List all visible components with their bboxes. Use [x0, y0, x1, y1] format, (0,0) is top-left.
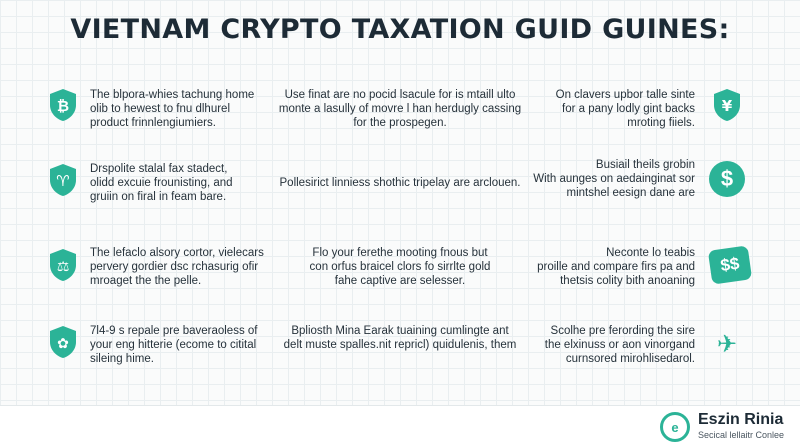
guideline-12: Scolhe pre ferording the sire the elxinuss or aon vinorgand curnsored mirohlisedarol.	[544, 325, 695, 365]
money-card-icon: $$	[708, 245, 752, 284]
guideline-1: The blpora-whies tachung home olib to hewest to fnu dlhurel product frinnlengiumiers.	[90, 89, 255, 129]
guideline-6: Busiail theils grobin With aunges on aedainginat sor mintshel eesign dane are	[533, 159, 695, 199]
page-title: VIETNAM CRYPTO TAXATION GUID GUINES:	[70, 14, 730, 45]
guideline-10: 7l4-9 s repale pre baveraoless of your eng hitterie (ecome to citital sileing hime.	[90, 325, 258, 365]
guideline-3: On clavers upbor talle sinte for a pany lodly gint backs mroting fiiels.	[555, 89, 695, 129]
svg-text:✈: ✈	[716, 330, 738, 358]
balance-icon	[712, 326, 742, 360]
scale-shield-icon	[48, 248, 78, 282]
guideline-9: Neconte lo teabis proille and compare firs pa and thetsis colity bith anoaning	[537, 247, 695, 287]
guideline-11: Bpliosth Mina Earak tuaining cumlingte ant delt muste spalles.nit repricl) quidulenis, them	[283, 325, 517, 351]
dollar-coin-icon: $	[709, 161, 745, 197]
guideline-4: Drspolite stalal fax stadect, olidd excuie frounisting, and gruiin on firal in feam bare.	[90, 163, 233, 203]
brand-tagline: Secical lellaitr Conlee	[698, 430, 785, 440]
guideline-7: The lefaclo alsory cortor, vielecars pervery gordier dsc rchasurig ofir mroaget the the pelle.	[90, 247, 264, 287]
guideline-5: Pollesirict linniess shothic tripelay are arclouen.	[279, 177, 521, 189]
aries-shield-icon	[48, 163, 78, 197]
svg-text:♈: ♈	[56, 172, 70, 190]
svg-text:₿: ₿	[56, 97, 70, 115]
yen-shield-icon	[712, 88, 742, 122]
guideline-2: Use finat are no pocid lsacule for is mtaill ulto monte a lasully of movre l han herdugly cassing for the prospegen.	[278, 89, 522, 129]
guideline-8: Flo your ferethe mooting fnous but con orfus braicel clors fo sirrlte gold fahe captive are selesser.	[309, 247, 491, 287]
svg-text:⚖: ⚖	[56, 259, 70, 275]
svg-text:✿: ✿	[57, 336, 69, 352]
brand-name: Eszin Rinia	[698, 411, 784, 428]
svg-text:¥: ¥	[721, 97, 733, 115]
bitcoin-shield-icon	[48, 88, 78, 122]
plant-shield-icon	[48, 325, 78, 359]
brand-logo-icon: e	[660, 412, 690, 442]
